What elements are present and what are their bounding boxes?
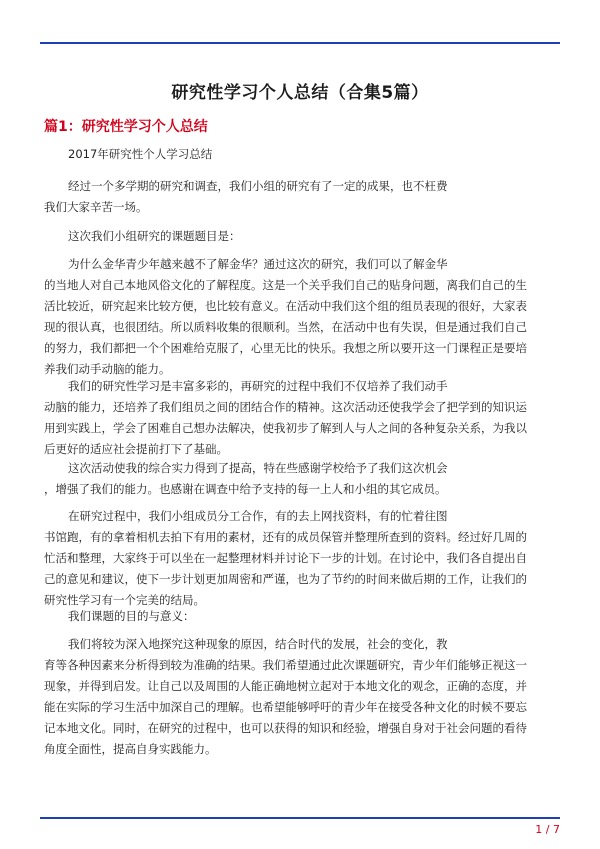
paragraph-line: 在研究过程中，我们小组成员分工合作，有的去上网找资料，有的忙着往图 xyxy=(68,509,448,523)
paragraph-3 xyxy=(44,254,564,380)
paragraph-line: 后更好的适应社会提前打下了基础。 xyxy=(44,442,228,456)
paragraph-line: 研究性学习有一个完美的结局。 xyxy=(44,593,205,607)
subtitle: 2017年研究性个人学习总结 xyxy=(68,147,213,161)
paragraph-line: ，增强了我们的能力。也感谢在调查中给予支持的每一上人和小组的其它成员。 xyxy=(44,482,447,496)
paragraph-1 xyxy=(44,176,564,218)
paragraph-6 xyxy=(44,506,564,611)
paragraph-line: 养我们动手动脑的能力。 xyxy=(44,362,171,376)
paragraph-line: 的当地人对自己本地风俗文化的了解程度。这是一个关乎我们自己的贴身问题，离我们自己的生 xyxy=(44,278,527,292)
paragraph-line: 记本地文化。同时，在研究的过程中，也可以获得的知识和经验，增强自身对于社会问题的看待 xyxy=(44,721,527,735)
paragraph-line: 己的意见和建议，使下一步计划更加周密和严谨，也为了节约的时间来做后期的工作，让我们的 xyxy=(44,572,527,586)
paragraph-7 xyxy=(44,606,564,627)
paragraph-line: 现象，并得到启发。让自己以及周围的人能正确地树立起对于本地文化的观念，正确的态度，并 xyxy=(44,679,527,693)
paragraph-line: 用到实践上，学会了困难自己想办法解决，使我初步了解到人与人之间的各种复杂关系，为我以 xyxy=(44,421,527,435)
header-rule xyxy=(40,42,560,44)
paragraph-line: 这次活动使我的综合实力得到了提高，特在些感谢学校给予了我们这次机会 xyxy=(68,461,448,475)
paragraph-line: 能在实际的学习生活中加深自己的理解。也希望能够呼吁的青少年在接受各种文化的时候不要忘 xyxy=(44,700,527,714)
paragraph-line: 我们大家辛苦一场。 xyxy=(44,200,148,214)
paragraph-2 xyxy=(44,226,564,247)
paragraph-line: 动脑的能力，还培养了我们组员之间的团结合作的精神。这次活动还使我学会了把学到的知识运 xyxy=(44,400,527,414)
subtitle-paragraph xyxy=(44,144,564,165)
paragraph-8 xyxy=(44,634,564,760)
paragraph-line: 经过一个多学期的研究和调查，我们小组的研究有了一定的成果，也不枉费 xyxy=(68,179,448,193)
paragraph-line: 现的很认真，也很团结。所以质料收集的很顺利。当然，在活动中也有失误，但是通过我们自己 xyxy=(44,320,527,334)
paragraph-line: 忙活和整理，大家终于可以坐在一起整理材料并讨论下一步的计划。在讨论中，我们各自提出自 xyxy=(44,551,527,565)
paragraph-line: 的努力，我们都把一个个困难给克服了，心里无比的快乐。我想之所以要开这一门课程正是要培 xyxy=(44,341,527,355)
footer-rule xyxy=(40,817,560,819)
paragraph-line: 活比较近，研究起来比较方便，也比较有意义。在活动中我们这个组的组员表现的很好，大家表 xyxy=(44,299,527,313)
document-title: 研究性学习个人总结（合集5篇） xyxy=(171,83,429,103)
paragraph-line: 我们将较为深入地探究这种现象的原因，结合时代的发展，社会的变化，教 xyxy=(68,637,448,651)
paragraph-5 xyxy=(44,458,564,500)
paragraph-line: 为什么金华青少年越来越不了解金华？通过这次的研究，我们可以了解金华 xyxy=(68,257,448,271)
paragraph-line: 我们课题的目的与意义： xyxy=(68,609,195,623)
paragraph-4 xyxy=(44,376,564,460)
paragraph-line: 育等各种因素来分析得到较为准确的结果。我们希望通过此次课题研究，青少年们能够正视这一 xyxy=(44,658,527,672)
paragraph-line: 我们的研究性学习是丰富多彩的，再研究的过程中我们不仅培养了我们动手 xyxy=(68,379,448,393)
section-heading: 篇1：研究性学习个人总结 xyxy=(44,119,208,135)
paragraph-line: 角度全面性，提高自身实践能力。 xyxy=(44,742,217,756)
paragraph-line: 书馆跑，有的拿着相机去拍下有用的素材，还有的成员保管并整理所查到的资料。经过好几周的 xyxy=(44,530,527,544)
paragraph-line: 这次我们小组研究的课题题目是： xyxy=(68,229,241,243)
page-indicator: 1 / 7 xyxy=(535,823,560,836)
